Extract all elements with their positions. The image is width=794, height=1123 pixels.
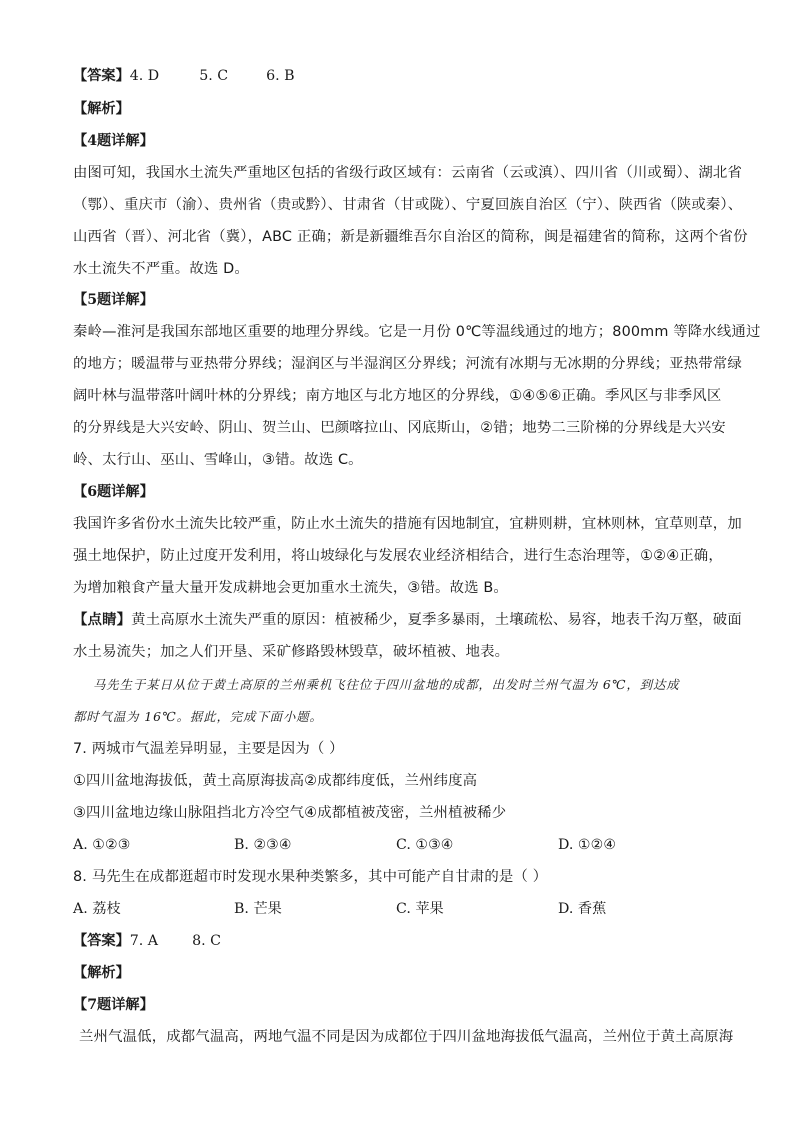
detail-4-line: （鄂）、重庆市（渝）、贵州省（贵或黔）、甘肃省（甘或陇）、宁夏回族自治区（宁）、陕西省（陕或秦）、	[73, 197, 743, 213]
detail-5-line: 秦岭—淮河是我国东部地区重要的地理分界线。它是一月份 0℃等温线通过的地方；800mm 等降水线通过	[73, 324, 761, 340]
detail-6-line: 为增加粮食产量大量开发成耕地会更加重水土流失，③错。故选 B。	[73, 580, 508, 596]
q8-option-d: D. 香蕉	[558, 901, 607, 917]
detail-5-line: 的地方；暖温带与亚热带分界线；湿润区与半湿润区分界线；河流有冰期与无冰期的分界线；亚热带常绿	[73, 356, 742, 372]
question-7-statement: ③四川盆地边缘山脉阻挡北方冷空气④成都植被茂密，兰州植被稀少	[73, 805, 507, 821]
detail-5-line: 的分界线是大兴安岭、阴山、贺兰山、巴颜喀拉山、冈底斯山，②错；地势二三阶梯的分界线是大兴安	[73, 420, 726, 436]
analysis-label-2: 【解析】	[73, 965, 130, 981]
detail-7-line: 兰州气温低，成都气温高，两地气温不同是因为成都位于四川盆地海拔低气温高，兰州位于黄土高原海	[79, 1029, 734, 1045]
dianjing-line-2: 水土易流失；加之人们开垦、采矿修路毁林毁草，破坏植被、地表。	[73, 644, 510, 660]
detail-4-line: 由图可知，我国水土流失严重地区包括的省级行政区域有：云南省（云或滇）、四川省（川或蜀）、湖北省	[73, 165, 743, 181]
q7-option-d: D. ①②④	[558, 837, 617, 853]
detail-6-line: 我国许多省份水土流失比较严重，防止水土流失的措施有因地制宜，宜耕则耕，宜林则林，宜草则草，加	[73, 516, 742, 532]
detail-4-line: 水土流失不严重。故选 D。	[73, 261, 249, 277]
q7-option-a: A. ①②③	[73, 837, 131, 853]
scenario-intro: 都时气温为 16℃。据此，完成下面小题。	[73, 709, 323, 724]
answer-8: 8. C	[192, 933, 221, 949]
answer-5: 5. C	[199, 68, 229, 84]
analysis-label-1: 【解析】	[73, 101, 130, 117]
q8-option-c: C. 苹果	[396, 901, 444, 917]
detail-6-title: 【6题详解】	[73, 484, 154, 500]
q7-option-c: C. ①③④	[396, 837, 454, 853]
answer-label: 【答案】	[73, 933, 130, 949]
answer-line-2	[73, 931, 221, 951]
q8-option-a: A. 荔枝	[73, 901, 121, 917]
scenario-intro: 马先生于某日从位于黄土高原的兰州乘机飞往位于四川盆地的成都，出发时兰州气温为 6℃，到达成	[93, 677, 680, 692]
answer-6: 6. B	[266, 68, 295, 84]
answer-7: 7. A	[129, 933, 159, 949]
answer-4: 4. D	[129, 68, 160, 84]
question-7-statement: ①四川盆地海拔低，黄土高原海拔高②成都纬度低，兰州纬度高	[73, 773, 478, 789]
q7-option-b: B. ②③④	[234, 837, 292, 853]
question-8-stem: 8. 马先生在成都逛超市时发现水果种类繁多，其中可能产自甘肃的是（ ）	[73, 869, 548, 885]
detail-6-line: 强土地保护，防止过度开发利用，将山坡绿化与发展农业经济相结合，进行生态治理等，①②④正确，	[73, 548, 723, 564]
detail-5-line: 阔叶林与温带落叶阔叶林的分界线；南方地区与北方地区的分界线，①④⑤⑥正确。季风区与非季风区	[73, 388, 722, 404]
answer-line-1	[73, 66, 295, 86]
detail-5-line: 岭、太行山、巫山、雪峰山，③错。故选 C。	[73, 452, 363, 468]
detail-5-title: 【5题详解】	[73, 292, 154, 308]
dianjing-line-1	[73, 610, 742, 630]
dianjing-label: 【点睛】	[73, 612, 132, 628]
detail-4-title: 【4题详解】	[73, 133, 154, 149]
dianjing-text: 黄土高原水土流失严重的原因：植被稀少，夏季多暴雨，土壤疏松、易容，地表千沟万壑，破面	[131, 612, 742, 628]
q8-option-b: B. 芒果	[234, 901, 282, 917]
answer-label: 【答案】	[73, 68, 130, 84]
detail-4-line: 山西省（晋）、河北省（冀），ABC 正确；新是新疆维吾尔自治区的简称，闽是福建省的简称，这两个省份	[73, 229, 748, 245]
detail-7-title: 【7题详解】	[73, 997, 154, 1013]
question-7-stem: 7. 两城市气温差异明显，主要是因为（ ）	[73, 741, 344, 757]
